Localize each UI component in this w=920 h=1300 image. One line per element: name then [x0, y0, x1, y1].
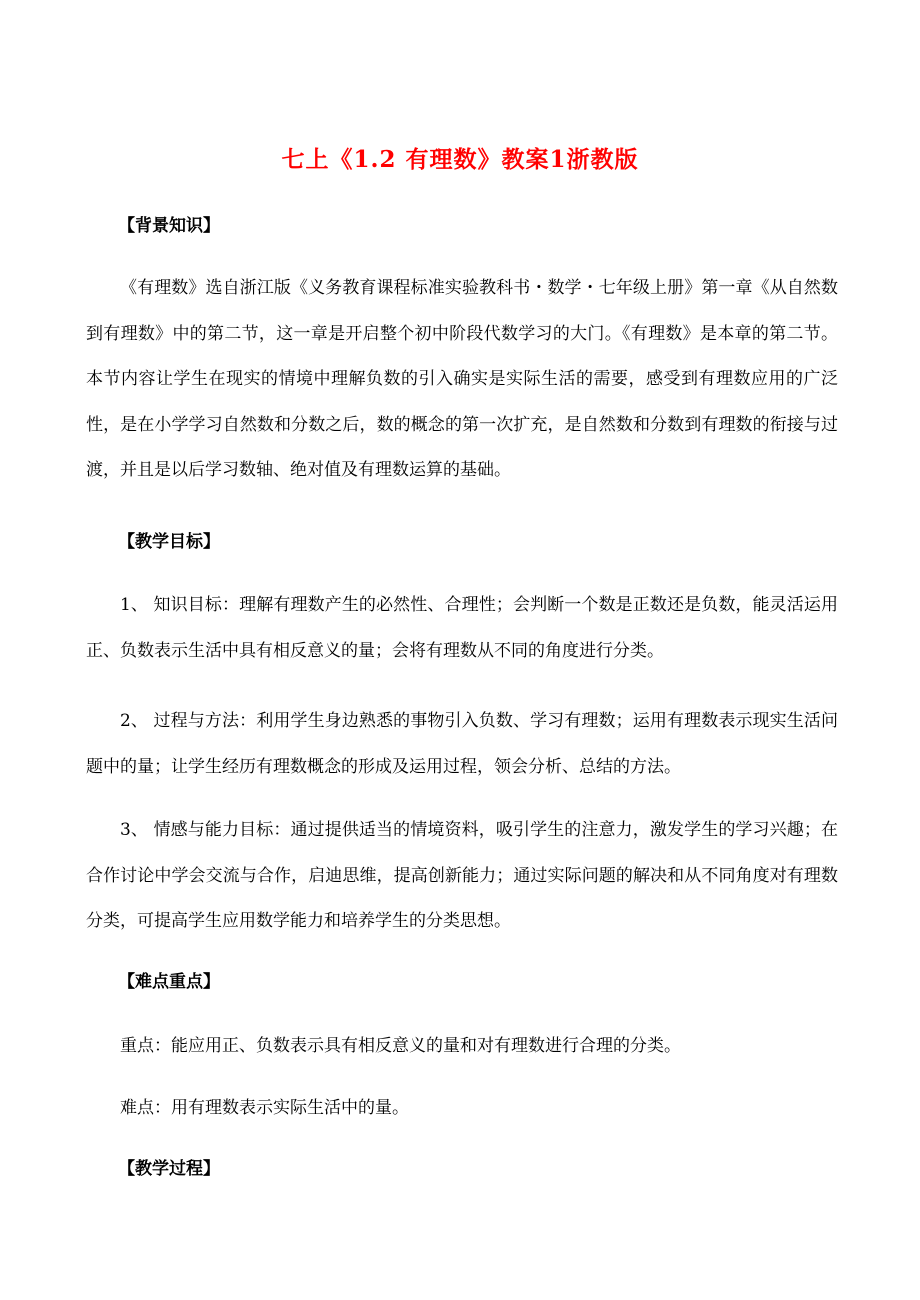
objective-item-1: 1、 知识目标：理解有理数产生的必然性、合理性；会判断一个数是正数还是负数，能灵活运用正、负数表示生活中具有相反意义的量；会将有理数从不同的角度进行分类。 — [86, 595, 838, 661]
document-title: 七上《1.2 有理数》教案1浙教版 — [281, 146, 639, 173]
objective-item-3: 3、 情感与能力目标：通过提供适当的情境资料，吸引学生的注意力，激发学生的学习兴趣；在合作讨论中学会交流与合作，启迪思维，提高创新能力；通过实际问题的解决和从不同角度对有理数分类，可提高学生应用数学能力和培养学生的分类思想。 — [86, 820, 838, 932]
heading-process: 【教学过程】 — [118, 1159, 220, 1179]
heading-key-points: 【难点重点】 — [118, 972, 220, 992]
objective-item-2: 2、 过程与方法：利用学生身边熟悉的事物引入负数、学习有理数；运用有理数表示现实生活问题中的量；让学生经历有理数概念的形成及运用过程，领会分析、总结的方法。 — [86, 711, 838, 777]
paragraph-background: 《有理数》选自浙江版《义务教育课程标准实验教科书・数学・七年级上册》第一章《从自然数到有理数》中的第二节，这一章是开启整个初中阶段代数学习的大门。《有理数》是本章的第二节。本节内容让学生在现实的情境中理解负数的引入确实是实际生活的需要，感受到有理数应用的广泛性，是在小学学习自然数和分数之后，数的概念的第一次扩充，是自然数和分数到有理数的衔接与过渡，并且是以后学习数轴、绝对值及有理数运算的基础。 — [86, 278, 838, 481]
key-point-text: 重点：能应用正、负数表示具有相反意义的量和对有理数进行合理的分类。 — [120, 1036, 681, 1056]
heading-objectives: 【教学目标】 — [118, 532, 220, 552]
difficult-point-text: 难点：用有理数表示实际生活中的量。 — [120, 1098, 409, 1118]
heading-background: 【背景知识】 — [118, 216, 220, 236]
